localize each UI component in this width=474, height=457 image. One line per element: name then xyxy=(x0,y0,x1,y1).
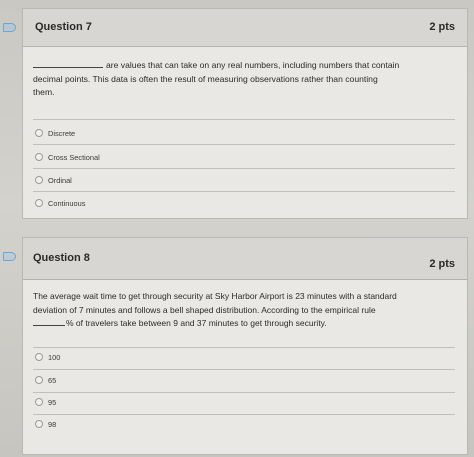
question-8-header xyxy=(23,238,467,280)
question-7-header xyxy=(23,9,467,47)
answer-option-98[interactable] xyxy=(35,413,455,435)
question-7-text xyxy=(33,59,453,100)
question-8-line-1: The average wait time to get through security at Sky Harbor Airport is 23 minutes with a standard xyxy=(33,291,397,301)
answer-option-continuous[interactable] xyxy=(35,192,455,214)
answer-option-ordinal[interactable] xyxy=(35,169,455,191)
flag-question-8-icon[interactable] xyxy=(3,252,16,261)
answer-option-65[interactable] xyxy=(35,369,455,391)
question-7-title: Question 7 xyxy=(35,21,92,33)
question-8-card xyxy=(22,237,468,455)
flag-question-7-icon[interactable] xyxy=(3,23,16,32)
answer-label: Ordinal xyxy=(48,175,72,185)
answer-blank xyxy=(33,60,103,68)
question-7-line-1: are values that can take on any real numbers, including numbers that contain xyxy=(106,60,400,70)
answer-label: 95 xyxy=(48,397,57,407)
answer-label: 100 xyxy=(48,352,61,362)
answer-option-cross-sectional[interactable] xyxy=(35,146,455,168)
answer-option-discrete[interactable] xyxy=(35,122,455,144)
question-7-line-3: them. xyxy=(33,87,55,97)
divider xyxy=(33,144,455,145)
answer-label: 65 xyxy=(48,375,57,385)
answer-label: Continuous xyxy=(48,198,86,208)
answer-label: Discrete xyxy=(48,128,76,138)
question-8-title: Question 8 xyxy=(33,252,90,264)
radio-button[interactable] xyxy=(35,199,43,207)
radio-button[interactable] xyxy=(35,420,43,428)
question-7-points: 2 pts xyxy=(429,21,455,33)
question-8-text xyxy=(33,290,463,331)
radio-button[interactable] xyxy=(35,376,43,384)
answer-option-95[interactable] xyxy=(35,391,455,413)
divider xyxy=(33,119,455,120)
radio-button[interactable] xyxy=(35,153,43,161)
answer-label: Cross Sectional xyxy=(48,152,100,162)
answer-label: 98 xyxy=(48,419,57,429)
question-7-line-2: decimal points. This data is often the result of measuring observations rather than counting xyxy=(33,73,378,84)
radio-button[interactable] xyxy=(35,176,43,184)
question-7-card xyxy=(22,8,468,219)
question-8-points: 2 pts xyxy=(429,258,455,270)
radio-button[interactable] xyxy=(35,129,43,137)
answer-option-100[interactable] xyxy=(35,346,455,368)
radio-button[interactable] xyxy=(35,398,43,406)
question-8-line-3: % of travelers take between 9 and 37 minutes to get through security. xyxy=(66,318,327,328)
answer-blank xyxy=(33,318,65,326)
radio-button[interactable] xyxy=(35,353,43,361)
question-8-line-2: deviation of 7 minutes and follows a bell shaped distribution. According to the empirical rule xyxy=(33,304,376,315)
